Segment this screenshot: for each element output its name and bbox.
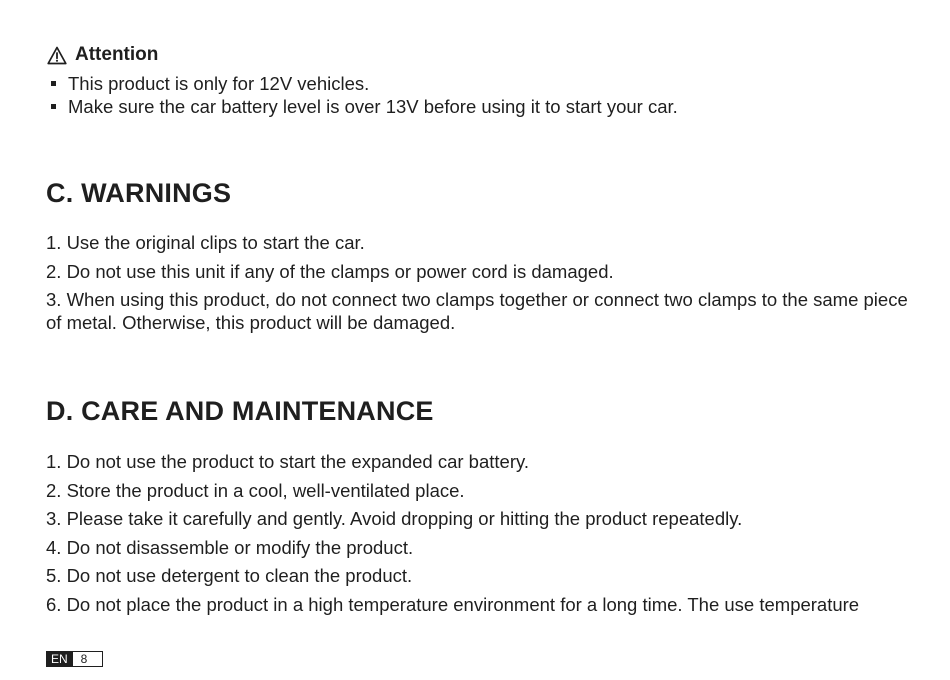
care-item: 4. Do not disassemble or modify the product.	[46, 536, 414, 558]
care-item: 5. Do not use detergent to clean the product.	[46, 565, 413, 586]
warnings-list	[46, 231, 926, 340]
page-footer	[46, 651, 103, 667]
care-heading: D. CARE AND MAINTENANCE	[46, 396, 434, 426]
attention-title: Attention	[75, 44, 159, 65]
warning-triangle-icon	[47, 46, 67, 65]
care-item: 3. Please take it carefully and gently. Avoid dropping or hitting the product repeatedly.	[46, 508, 743, 529]
attention-list	[47, 72, 927, 118]
attention-block	[47, 42, 927, 118]
warning-item: 3. When using this product, do not connect two clamps together or connect two clamps to the same piece of metal. Otherwise, this product will be damaged.	[46, 289, 908, 333]
language-badge: EN	[46, 651, 73, 667]
attention-heading	[47, 42, 927, 68]
attention-item: Make sure the car battery level is over 13V before using it to start your car.	[47, 95, 927, 118]
warning-item: 2. Do not use this unit if any of the clamps or power cord is damaged.	[46, 260, 614, 282]
care-item: 2. Store the product in a cool, well-ventilated place.	[46, 479, 465, 501]
warnings-heading: C. WARNINGS	[46, 178, 232, 208]
care-list	[46, 450, 926, 621]
care-item: 6. Do not place the product in a high temperature environment for a long time. The use temperature	[46, 593, 860, 615]
warning-item: 1. Use the original clips to start the car.	[46, 232, 365, 253]
care-item: 1. Do not use the product to start the expanded car battery.	[46, 451, 530, 472]
page-number: 8	[73, 651, 104, 667]
attention-item: This product is only for 12V vehicles.	[47, 72, 927, 95]
